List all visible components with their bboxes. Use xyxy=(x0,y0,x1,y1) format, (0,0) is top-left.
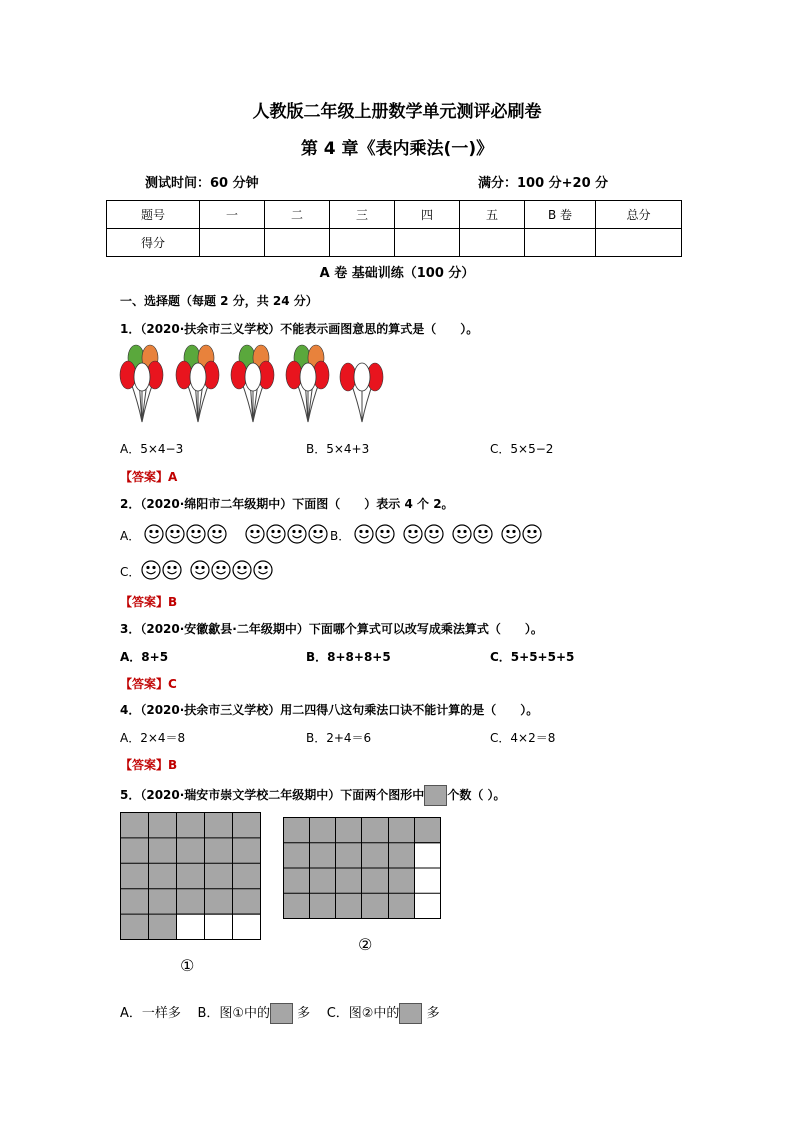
score-input-cell[interactable] xyxy=(330,229,395,257)
score-input-cell[interactable] xyxy=(460,229,525,257)
q3-stem: 3．（2020·安徽歙县·二年级期中）下面哪个算式可以改写成乘法算式（ ）。 xyxy=(120,622,543,636)
q5-option-b-post: 多 xyxy=(297,1006,311,1021)
q4-option-c[interactable]: C．4×2＝8 xyxy=(490,731,556,745)
section-a-heading: A 卷 基础训练（100 分） xyxy=(319,266,475,281)
table-cell: 四 xyxy=(395,201,460,229)
q3-answer: 【答案】C xyxy=(120,677,177,691)
q2-option-a-label[interactable]: A． xyxy=(120,529,141,543)
score-input-cell[interactable] xyxy=(395,229,460,257)
q2-smileys-c xyxy=(141,559,281,581)
balloons-figure xyxy=(115,342,395,432)
q2-answer: 【答案】B xyxy=(120,595,178,609)
score-input-cell[interactable] xyxy=(525,229,596,257)
score-input-cell[interactable] xyxy=(596,229,682,257)
part1-heading: 一、选择题（每题 2 分，共 24 分） xyxy=(120,294,318,308)
table-cell: 得分 xyxy=(107,229,200,257)
q4-answer: 【答案】B xyxy=(120,758,178,772)
q4-stem: 4．（2020·扶余市三义学校）用二四得八这句乘法口诀不能计算的是（ ）。 xyxy=(120,703,539,717)
figure-1-label: ① xyxy=(180,956,195,975)
table-cell: 总分 xyxy=(596,201,682,229)
figure-2-label: ② xyxy=(358,935,373,954)
q5-stem-pre: 5．（2020·瑞安市崇文学校二年级期中）下面两个图形中 xyxy=(120,788,425,802)
grid-figure-2 xyxy=(283,817,442,920)
score-table xyxy=(106,200,682,257)
q2-stem: 2．（2020·绵阳市二年级期中）下面图（ ）表示 4 个 2。 xyxy=(120,497,454,511)
score-input-cell[interactable] xyxy=(200,229,265,257)
score-table-header-row xyxy=(107,201,682,229)
table-cell: 五 xyxy=(460,201,525,229)
score-input-cell[interactable] xyxy=(265,229,330,257)
score-table-score-row xyxy=(107,229,682,257)
table-cell: 题号 xyxy=(107,201,200,229)
q1-stem: 1．（2020·扶余市三义学校）不能表示画图意思的算式是（ ）。 xyxy=(120,322,479,336)
gray-square-icon xyxy=(424,785,447,806)
grid-figure-1 xyxy=(120,812,262,940)
table-cell: 三 xyxy=(330,201,395,229)
q1-option-a[interactable]: A．5×4−3 xyxy=(120,442,184,456)
document-title: 人教版二年级上册数学单元测评必刷卷 xyxy=(252,102,542,122)
q5-option-b[interactable] xyxy=(197,1006,310,1021)
table-cell: B 卷 xyxy=(525,201,596,229)
full-score: 满分：100 分+20 分 xyxy=(478,176,609,191)
q2-option-b-label[interactable]: B． xyxy=(330,529,351,543)
q4-option-a[interactable]: A．2×4＝8 xyxy=(120,731,186,745)
q5-stem-post: 个数（ ）。 xyxy=(447,788,506,802)
q2-option-c-label[interactable]: C． xyxy=(120,565,141,579)
q5-option-c[interactable] xyxy=(327,1006,440,1021)
q1-option-b[interactable]: B．5×4+3 xyxy=(306,442,370,456)
q5-stem xyxy=(120,785,506,806)
test-time: 测试时间：60 分钟 xyxy=(145,176,259,191)
gray-square-icon xyxy=(270,1003,293,1024)
gray-square-icon xyxy=(399,1003,422,1024)
q4-option-b[interactable]: B．2+4＝6 xyxy=(306,731,372,745)
q1-answer: 【答案】A xyxy=(120,470,178,484)
q3-option-a[interactable]: A．8+5 xyxy=(120,650,169,664)
q5-option-a[interactable]: A．一样多 xyxy=(120,1006,181,1021)
q3-option-b[interactable]: B．8+8+8+5 xyxy=(306,650,391,664)
chapter-title: 第 4 章《表内乘法(一)》 xyxy=(300,139,494,159)
table-cell: 二 xyxy=(265,201,330,229)
q5-option-b-pre: B．图①中的 xyxy=(197,1006,271,1021)
q5-options xyxy=(120,1002,440,1024)
q1-option-c[interactable]: C．5×5−2 xyxy=(490,442,554,456)
q5-option-c-post: 多 xyxy=(426,1006,440,1021)
q5-option-c-pre: C．图②中的 xyxy=(326,1006,400,1021)
q3-option-c[interactable]: C．5+5+5+5 xyxy=(490,650,575,664)
table-cell: 一 xyxy=(200,201,265,229)
